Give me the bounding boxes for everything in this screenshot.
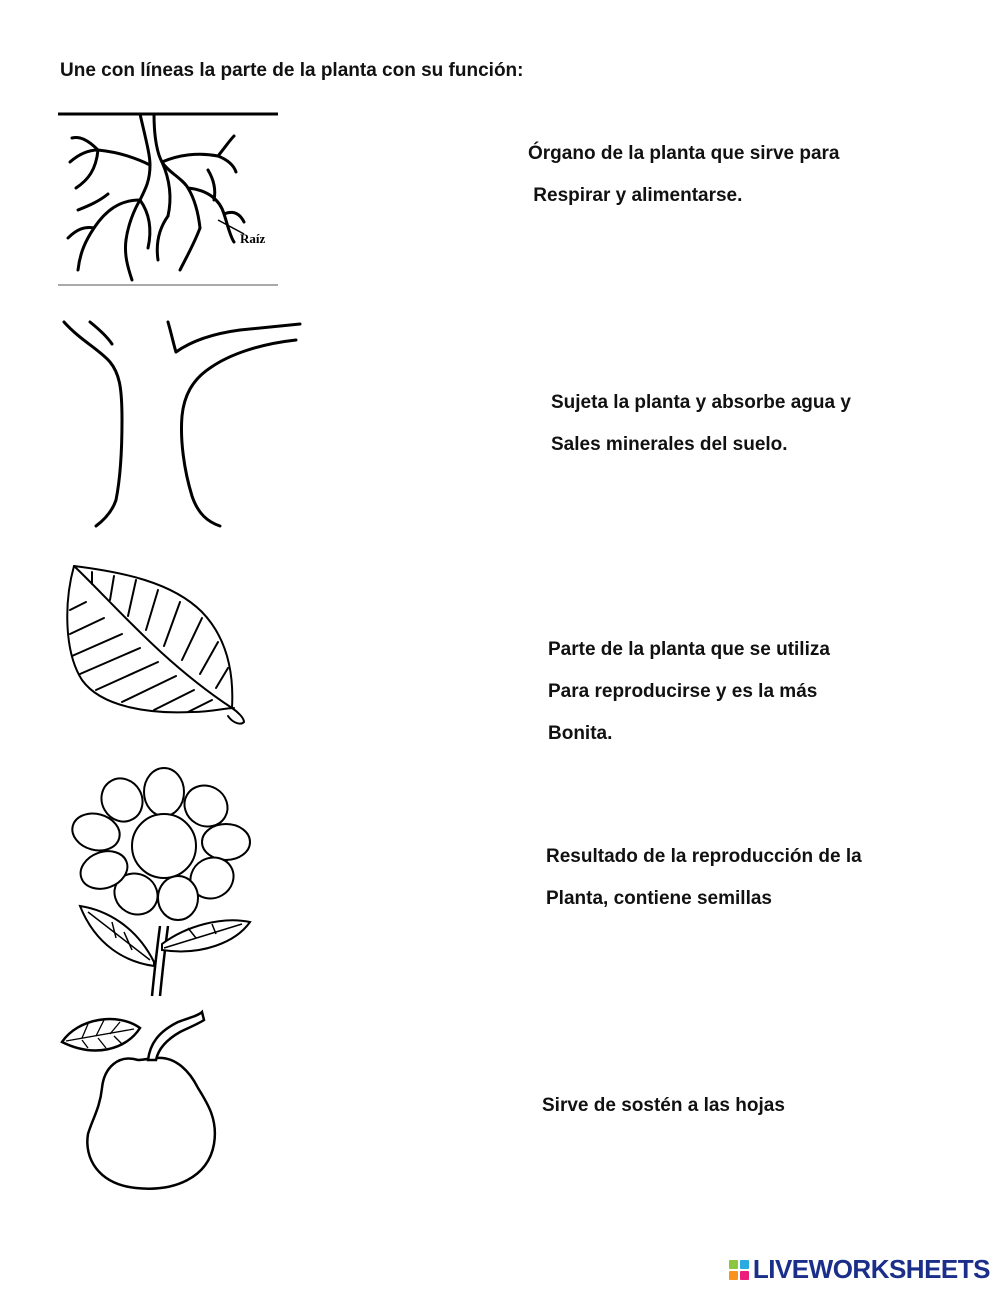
description-line: Órgano de la planta que sirve para — [528, 143, 840, 164]
description-line: Sales minerales del suelo. — [551, 434, 788, 455]
instruction-text: Une con líneas la parte de la planta con su función: — [60, 60, 524, 81]
description-line: Para reproducirse y es la más — [548, 681, 818, 702]
description-line: Respirar y alimentarse. — [528, 185, 743, 206]
raiz-label: Raíz — [240, 231, 266, 246]
description-line: Bonita. — [548, 723, 613, 744]
description-line: Planta, contiene semillas — [546, 888, 772, 909]
trunk-image — [60, 320, 305, 528]
logo-text: LIVEWORKSHEETS — [752, 1254, 990, 1284]
description-line: Sujeta la planta y absorbe agua y — [551, 392, 851, 413]
description-line: Parte de la planta que se utiliza — [548, 639, 830, 660]
description-line: Resultado de la reproducción de la — [546, 846, 862, 867]
description-respiration — [528, 133, 840, 217]
logo-blocks-icon — [729, 1260, 749, 1280]
description-flower — [548, 629, 830, 755]
liveworksheets-logo — [729, 1254, 990, 1285]
leaf-image — [62, 562, 252, 732]
description-roots — [551, 382, 851, 466]
description-stem — [542, 1085, 785, 1127]
pear-image — [58, 1008, 228, 1194]
roots-image — [58, 110, 280, 288]
flower-image — [66, 766, 266, 998]
description-line: Sirve de sostén a las hojas — [542, 1095, 785, 1116]
description-fruit — [546, 836, 862, 920]
